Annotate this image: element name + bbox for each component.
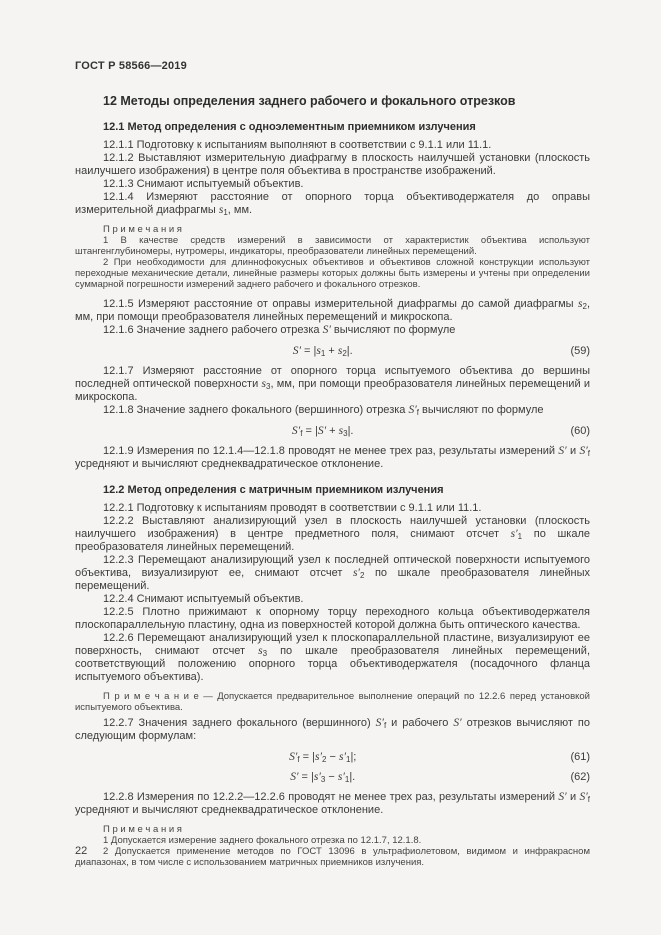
document-header: ГОСТ Р 58566—2019 (75, 60, 187, 72)
formula-59-number: (59) (570, 345, 590, 357)
formula-60-number: (60) (570, 425, 590, 437)
paragraph-12-1-2: 12.1.2 Выставляют измерительную диафрагму в плоскость наилучшей установки (плоскость наилучшего изображения) в центре поля объектива в пространстве изображений. (75, 152, 590, 177)
subsection-heading-12-1: 12.1 Метод определения с одноэлементным приемником излучения (103, 121, 476, 133)
notes-heading: П р и м е ч а н и я (103, 224, 182, 235)
paragraph-12-1-8: 12.1.8 Значение заднего фокального (вершинного) отрезка $S'_f$ вычисляют по формуле (103, 404, 544, 417)
formula-61-number: (61) (570, 751, 590, 763)
paragraph-12-1-3: 12.1.3 Снимают испытуемый объектив. (103, 178, 304, 190)
formula-61-row (75, 751, 590, 763)
paragraph-12-2-1: 12.2.1 Подготовку к испытаниям проводят в соответствии с 9.1.1 или 11.1. (103, 502, 482, 514)
paragraph-12-2-7: 12.2.7 Значения заднего фокального (вершинного) $S'_f$ и рабочего S′ отрезков вычисляют по следующим формулам: (75, 717, 591, 742)
paragraph-12-2-8: 12.2.8 Измерения по 12.2.2—12.2.6 проводят не менее трех раз, результаты измерений S′ и $S'_f$ усредняют и вычисляют среднеквадратическое отклонение. (75, 791, 590, 816)
formula-59-row (75, 345, 590, 357)
paragraph-12-2-5: 12.2.5 Плотно прижимают к опорному торцу переходного кольца объективодержателя плоскопараллельную пластину, одна из поверхностей которой должна быть оптического качества. (75, 606, 590, 631)
section-heading-12: 12 Методы определения заднего рабочего и фокального отрезков (103, 94, 516, 108)
formula-60: $S'_f = |S' + s_3|$. (291, 425, 354, 438)
note-after-12-2-6: П р и м е ч а н и е — Допускается предварительное выполнение операций по 12.2.6 перед установкой испытуемого объектива. (75, 691, 590, 713)
formula-62-row (75, 771, 590, 783)
paragraph-12-1-7: 12.1.7 Измеряют расстояние от опорного торца испытуемого объектива до вершины последней оптической поверхности $s_3$, мм, при помощи преобразователя линейных перемещений и микроскопа. (75, 365, 590, 403)
paragraph-12-1-4: 12.1.4 Измеряют расстояние от опорного торца объективодержателя до оправы измерительной диафрагмы $s_1$, мм. (75, 191, 590, 217)
paragraph-12-2-6: 12.2.6 Перемещают анализирующий узел к плоскопараллельной пластине, визуализируют ее поверхность, снимают отсчет $s_3$ по шкале преобразователя линейных перемещений, соответствующий положению опорного торца объективодержателя (посадочного фланца испытуемого объектива). (75, 632, 590, 683)
paragraph-12-2-2: 12.2.2 Выставляют анализирующий узел в плоскость наилучшей установки (плоскость наилучшего изображения) в центре предметного поля, снимают отсчет $s'_1$ по шкале преобразователя линейных перемещений. (75, 515, 590, 553)
note-item-1: 1 В качестве средств измерений в зависимости от характеристик объектива используют штангенглубиномеры, нутромеры, индикаторы, преобразователи линейных перемещений. (75, 235, 590, 257)
paragraph-12-2-4: 12.2.4 Снимают испытуемый объектив. (103, 593, 304, 605)
formula-62-number: (62) (570, 771, 590, 783)
paragraph-12-1-5: 12.1.5 Измеряют расстояние от оправы измерительной диафрагмы до самой диафрагмы $s_2$, мм, при помощи преобразователя линейных перемещений и микроскопа. (75, 298, 590, 323)
page-number: 22 (75, 845, 88, 857)
formula-62: $S' = |s'_3 - s'_1|$. (290, 771, 356, 784)
note-item-4: 2 Допускается применение методов по ГОСТ 13096 в ультрафиолетовом, видимом и инфракрасном диапазонах, в том числе с использованием матричных приемников излучения. (75, 846, 590, 868)
paragraph-12-1-9: 12.1.9 Измерения по 12.1.4—12.1.8 проводят не менее трех раз, результаты измерений S′ и $S'_f$ усредняют и вычисляют среднеквадратическое отклонение. (75, 445, 590, 470)
formula-61: $S'_f = |s'_2 - s'_1|$; (289, 751, 357, 764)
paragraph-12-1-1: 12.1.1 Подготовку к испытаниям выполняют в соответствии с 9.1.1 или 11.1. (103, 139, 492, 151)
paragraph-12-2-3: 12.2.3 Перемещают анализирующий узел к последней оптической поверхности испытуемого объектива, визуализируют ее, снимают отсчет $s'_2$ по шкале преобразователя линейных перемещений. (75, 554, 590, 592)
note-item-3: 1 Допускается измерение заднего фокального отрезка по 12.1.7, 12.1.8. (103, 835, 422, 846)
note-item-2: 2 При необходимости для длиннофокусных объективов и объективов сложной конструкции используют переходные механические детали, линейные размеры которых должны быть измерены и учтены при определении суммарной погрешности измерений заднего рабочего и фокального отрезков. (75, 257, 590, 290)
formula-59: $S' = |s_1 + s_2|$. (292, 345, 353, 358)
subsection-heading-12-2: 12.2 Метод определения с матричным приемником излучения (103, 484, 444, 496)
paragraph-12-1-6: 12.1.6 Значение заднего рабочего отрезка S′ вычисляют по формуле (103, 324, 456, 336)
formula-60-row (75, 425, 590, 437)
notes-heading-2: П р и м е ч а н и я (103, 824, 182, 835)
